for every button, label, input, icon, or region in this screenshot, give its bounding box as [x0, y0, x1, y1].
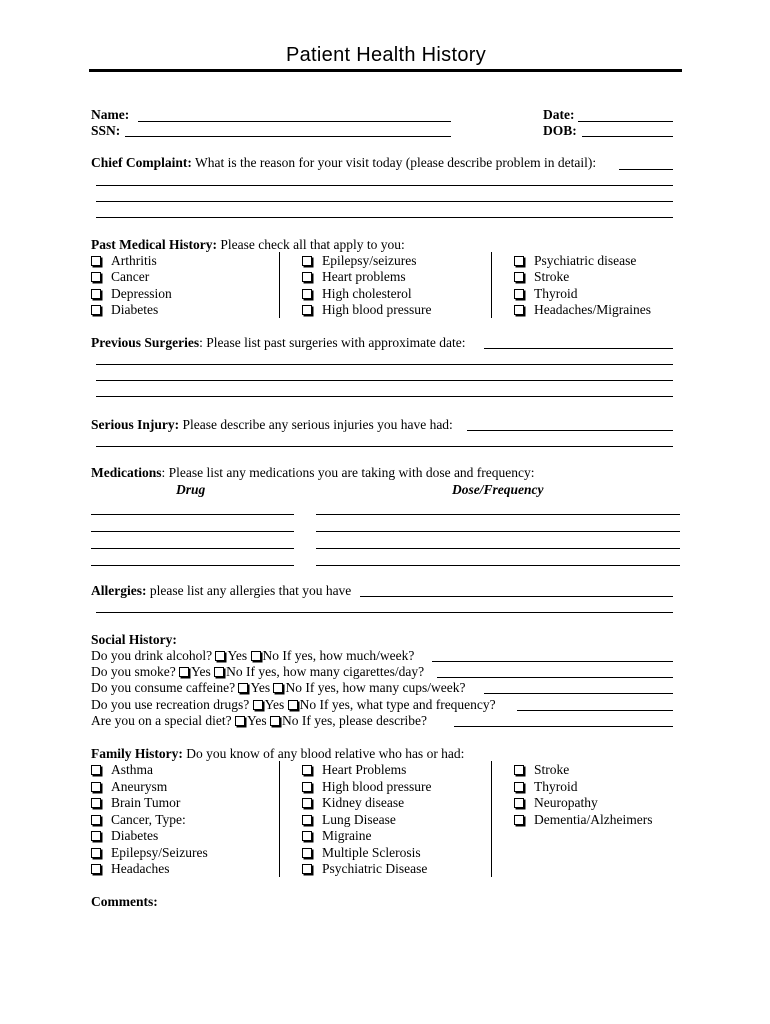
fh-multiple-sclerosis[interactable] — [302, 845, 421, 861]
checkbox-icon[interactable] — [302, 798, 312, 808]
date-field[interactable] — [578, 121, 673, 122]
checkbox-icon[interactable] — [302, 848, 312, 858]
fh-migraine[interactable] — [302, 828, 372, 844]
checkbox-icon[interactable] — [302, 765, 312, 775]
yes-checkbox-icon[interactable] — [238, 683, 248, 693]
social-question: Do you use recreation drugs? — [91, 697, 253, 712]
pmh-label: Headaches/Migraines — [534, 302, 651, 317]
yes-label: Yes — [250, 680, 274, 695]
chief-complaint-label: Chief Complaint: — [91, 155, 192, 170]
injury-label: Serious Injury: — [91, 417, 180, 432]
column-divider — [279, 761, 280, 877]
fh-label: Migraine — [322, 828, 372, 843]
social-question: Do you smoke? — [91, 664, 180, 679]
fh-thyroid[interactable] — [514, 779, 578, 795]
fh-neuropathy[interactable] — [514, 795, 598, 811]
smoke-field[interactable] — [437, 677, 673, 678]
checkbox-icon[interactable] — [302, 256, 312, 266]
no-label: No — [262, 648, 283, 663]
checkbox-icon[interactable] — [91, 848, 101, 858]
checkbox-icon[interactable] — [514, 815, 524, 825]
fh-label: Kidney disease — [322, 795, 405, 810]
medications-label: Medications — [91, 465, 162, 480]
fh-aneurysm[interactable] — [91, 779, 167, 795]
drug-line-2[interactable] — [91, 531, 294, 532]
fh-stroke[interactable] — [514, 762, 569, 778]
fh-lung-disease[interactable] — [302, 812, 396, 828]
surgeries-field[interactable] — [484, 348, 673, 349]
name-label: Name: — [91, 107, 130, 122]
checkbox-icon[interactable] — [91, 272, 101, 282]
fh-high-blood-pressure[interactable] — [302, 779, 431, 795]
fh-psychiatric-disease[interactable] — [302, 861, 427, 877]
checkbox-icon[interactable] — [514, 798, 524, 808]
social-followup: If yes, how many cups/week? — [305, 680, 466, 695]
injury-prompt: Please describe any serious injuries you have had: — [179, 417, 453, 432]
checkbox-icon[interactable] — [302, 831, 312, 841]
yes-checkbox-icon[interactable] — [215, 651, 225, 661]
dose-column-header: Dose/Frequency — [452, 482, 544, 497]
pmh-label: Thyroid — [534, 286, 578, 301]
chief-complaint-field[interactable] — [619, 169, 673, 170]
pmh-label: Arthritis — [111, 253, 157, 268]
fh-label: Cancer, Type: — [111, 812, 186, 827]
pmh-label: High blood pressure — [322, 302, 432, 317]
allergies-field[interactable] — [360, 596, 673, 597]
comments-label: Comments: — [91, 894, 158, 909]
chief-complaint-line-2[interactable] — [96, 201, 673, 202]
checkbox-icon[interactable] — [91, 765, 101, 775]
pmh-label: Psychiatric disease — [534, 253, 637, 268]
family-history-label: Family History: — [91, 746, 183, 761]
social-history-label: Social History: — [91, 632, 177, 647]
fh-label: Epilepsy/Seizures — [111, 845, 208, 860]
checkbox-icon[interactable] — [91, 256, 101, 266]
social-followup: If yes, how many cigarettes/day? — [246, 664, 425, 679]
yes-checkbox-icon[interactable] — [235, 716, 245, 726]
fh-label: Aneurysm — [111, 779, 168, 794]
social-followup: If yes, please describe? — [301, 713, 428, 728]
ssn-label: SSN: — [91, 123, 121, 138]
pmh-diabetes[interactable] — [91, 302, 158, 318]
drug-line-4[interactable] — [91, 565, 294, 566]
chief-complaint-prompt: What is the reason for your visit today (please describe problem in detail): — [191, 155, 597, 170]
checkbox-icon[interactable] — [302, 289, 312, 299]
dose-line-1[interactable] — [316, 514, 680, 515]
surgeries-line-1[interactable] — [96, 364, 673, 365]
dob-field[interactable] — [582, 136, 673, 137]
checkbox-icon[interactable] — [514, 256, 524, 266]
family-history-heading — [91, 746, 464, 762]
pmh-cancer[interactable] — [91, 269, 149, 285]
pmh-label: Heart problems — [322, 269, 406, 284]
pmh-psychiatric[interactable] — [514, 253, 636, 269]
medications-heading — [91, 465, 535, 481]
drug-column-header: Drug — [176, 482, 206, 497]
social-question: Are you on a special diet? — [91, 713, 235, 728]
checkbox-icon[interactable] — [91, 815, 101, 825]
fh-kidney-disease[interactable] — [302, 795, 404, 811]
pmh-heart-problems[interactable] — [302, 269, 406, 285]
pmh-label: Depression — [111, 286, 172, 301]
social-row-smoke — [91, 664, 424, 680]
fh-label: Lung Disease — [322, 812, 396, 827]
yes-label: Yes — [227, 648, 251, 663]
no-label: No — [281, 713, 302, 728]
pmh-label: High cholesterol — [322, 286, 412, 301]
no-label: No — [299, 697, 320, 712]
pmh-epilepsy[interactable] — [302, 253, 416, 269]
no-checkbox-icon[interactable] — [273, 683, 283, 693]
ssn-field[interactable] — [125, 136, 451, 137]
checkbox-icon[interactable] — [302, 782, 312, 792]
diet-field[interactable] — [454, 726, 673, 727]
drug-line-3[interactable] — [91, 548, 294, 549]
no-label: No — [226, 664, 247, 679]
surgeries-prompt: : Please list past surgeries with approximate date: — [199, 335, 466, 350]
injury-heading — [91, 417, 453, 433]
checkbox-icon[interactable] — [91, 782, 101, 792]
pmh-headaches-migraines[interactable] — [514, 302, 651, 318]
injury-line-1[interactable] — [96, 446, 673, 447]
date-label: Date: — [543, 107, 575, 122]
social-question: Do you drink alcohol? — [91, 648, 216, 663]
pmh-label: Cancer — [111, 269, 150, 284]
social-question: Do you consume caffeine? — [91, 680, 239, 695]
dose-line-2[interactable] — [316, 531, 680, 532]
pmh-label: Epilepsy/seizures — [322, 253, 417, 268]
past-medical-heading — [91, 237, 405, 253]
past-medical-label: Past Medical History: — [91, 237, 217, 252]
allergies-label: Allergies: — [91, 583, 147, 598]
pmh-label: Stroke — [534, 269, 570, 284]
chief-complaint-line-3[interactable] — [96, 217, 673, 218]
checkbox-icon[interactable] — [302, 272, 312, 282]
surgeries-heading — [91, 335, 465, 351]
fh-label: Asthma — [111, 762, 153, 777]
fh-epilepsy[interactable] — [91, 845, 208, 861]
page-title: Patient Health History — [285, 44, 487, 66]
pmh-arthritis[interactable] — [91, 253, 157, 269]
social-row-diet — [91, 713, 427, 729]
fh-label: Thyroid — [534, 779, 578, 794]
no-checkbox-icon[interactable] — [270, 716, 280, 726]
dob-label: DOB: — [543, 123, 577, 138]
fh-label: High blood pressure — [322, 779, 432, 794]
yes-checkbox-icon[interactable] — [253, 700, 263, 710]
fh-brain-tumor[interactable] — [91, 795, 180, 811]
checkbox-icon[interactable] — [91, 798, 101, 808]
allergies-heading — [91, 583, 351, 599]
social-row-caffeine — [91, 680, 465, 696]
surgeries-line-2[interactable] — [96, 380, 673, 381]
no-checkbox-icon[interactable] — [251, 651, 261, 661]
fh-label: Headaches — [111, 861, 170, 876]
family-history-prompt: Do you know of any blood relative who has or had: — [182, 746, 465, 761]
no-checkbox-icon[interactable] — [288, 700, 298, 710]
pmh-high-cholesterol[interactable] — [302, 286, 412, 302]
dose-line-3[interactable] — [316, 548, 680, 549]
medications-prompt: : Please list any medications you are taking with dose and frequency: — [161, 465, 535, 480]
checkbox-icon[interactable] — [91, 864, 101, 874]
checkbox-icon[interactable] — [514, 289, 524, 299]
fh-headaches[interactable] — [91, 861, 169, 877]
drugs-field[interactable] — [517, 710, 673, 711]
chief-complaint-line-1[interactable] — [96, 185, 673, 186]
yes-label: Yes — [264, 697, 288, 712]
pmh-stroke[interactable] — [514, 269, 569, 285]
fh-label: Neuropathy — [534, 795, 598, 810]
fh-diabetes[interactable] — [91, 828, 158, 844]
social-followup: If yes, what type and frequency? — [319, 697, 496, 712]
social-followup: If yes, how much/week? — [282, 648, 415, 663]
name-field[interactable] — [138, 121, 451, 122]
alcohol-field[interactable] — [432, 661, 673, 662]
fh-asthma[interactable] — [91, 762, 153, 778]
checkbox-icon[interactable] — [302, 815, 312, 825]
social-row-alcohol — [91, 648, 414, 664]
checkbox-icon[interactable] — [302, 305, 312, 315]
fh-label: Dementia/Alzheimers — [534, 812, 653, 827]
no-checkbox-icon[interactable] — [214, 667, 224, 677]
surgeries-line-3[interactable] — [96, 396, 673, 397]
column-divider — [279, 252, 280, 318]
checkbox-icon[interactable] — [302, 864, 312, 874]
surgeries-label: Previous Surgeries — [91, 335, 200, 350]
fh-label: Heart Problems — [322, 762, 407, 777]
yes-label: Yes — [246, 713, 270, 728]
pmh-depression[interactable] — [91, 286, 172, 302]
pmh-label: Diabetes — [111, 302, 159, 317]
allergies-line-1[interactable] — [96, 612, 673, 613]
fh-label: Diabetes — [111, 828, 159, 843]
fh-heart-problems[interactable] — [302, 762, 406, 778]
injury-field[interactable] — [467, 430, 673, 431]
checkbox-icon[interactable] — [514, 782, 524, 792]
drug-line-1[interactable] — [91, 514, 294, 515]
checkbox-icon[interactable] — [91, 305, 101, 315]
fh-dementia[interactable] — [514, 812, 652, 828]
column-divider — [491, 761, 492, 877]
chief-complaint-line — [91, 155, 596, 171]
yes-label: Yes — [191, 664, 215, 679]
fh-label: Brain Tumor — [111, 795, 181, 810]
caffeine-field[interactable] — [484, 693, 673, 694]
checkbox-icon[interactable] — [514, 305, 524, 315]
checkbox-icon[interactable] — [91, 831, 101, 841]
social-row-drugs — [91, 697, 496, 713]
allergies-prompt: please list any allergies that you have — [146, 583, 352, 598]
pmh-thyroid[interactable] — [514, 286, 578, 302]
pmh-high-blood-pressure[interactable] — [302, 302, 431, 318]
dose-line-4[interactable] — [316, 565, 680, 566]
fh-cancer-type[interactable] — [91, 812, 186, 828]
checkbox-icon[interactable] — [514, 272, 524, 282]
fh-label: Stroke — [534, 762, 570, 777]
fh-label: Multiple Sclerosis — [322, 845, 421, 860]
yes-checkbox-icon[interactable] — [179, 667, 189, 677]
checkbox-icon[interactable] — [91, 289, 101, 299]
no-label: No — [285, 680, 306, 695]
column-divider — [491, 252, 492, 318]
past-medical-prompt: Please check all that apply to you: — [216, 237, 405, 252]
title-divider — [89, 69, 682, 72]
checkbox-icon[interactable] — [514, 765, 524, 775]
fh-label: Psychiatric Disease — [322, 861, 428, 876]
